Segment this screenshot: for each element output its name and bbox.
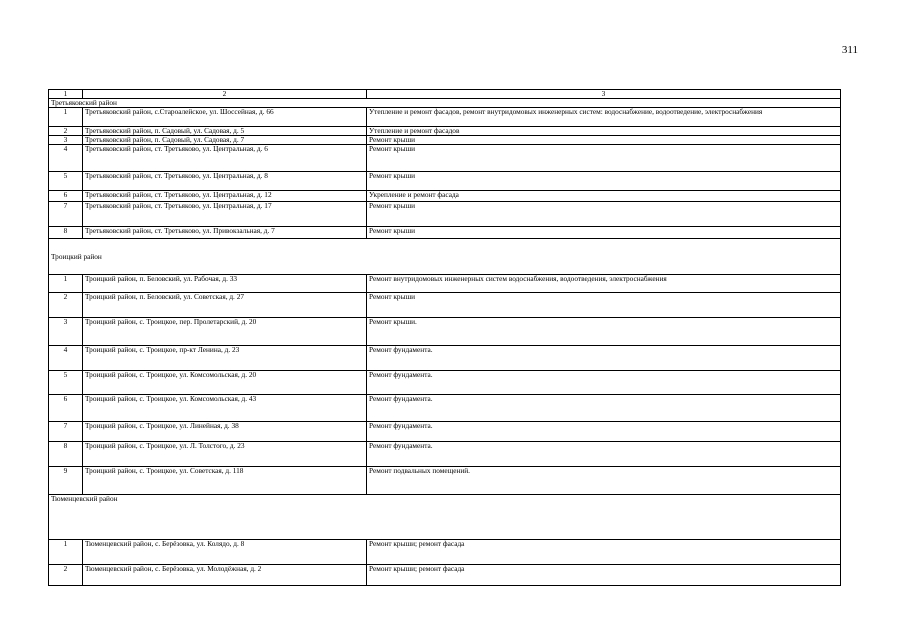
- row-address: Третьяковский район, п. Садовый, ул. Садовая, д. 7: [83, 136, 367, 145]
- row-number: 2: [49, 127, 83, 136]
- table-row: [49, 346, 841, 371]
- table-row: [49, 127, 841, 136]
- row-work: Ремонт крыши; ремонт фасада: [367, 540, 841, 565]
- row-address: Троицкий район, с. Троицкое, ул. Линейная, д. 38: [83, 422, 367, 442]
- row-work: Ремонт фундамента.: [367, 371, 841, 395]
- row-number: 8: [49, 442, 83, 467]
- table-row: [49, 540, 841, 565]
- row-address: Третьяковский район, ст. Третьяково, ул. Центральная, д. 6: [83, 145, 367, 172]
- row-number: 6: [49, 395, 83, 422]
- row-number: 9: [49, 467, 83, 495]
- row-number: 1: [49, 108, 83, 127]
- row-address: Тюменцевский район, с. Берёзовка, ул. Молодёжная, д. 2: [83, 565, 367, 586]
- row-address: Троицкий район, п. Беловский, ул. Советская, д. 27: [83, 293, 367, 318]
- table-row: [49, 202, 841, 227]
- table-row: [49, 422, 841, 442]
- row-address: Троицкий район, с. Троицкое, ул. Комсомольская, д. 43: [83, 395, 367, 422]
- row-work: Ремонт крыши: [367, 202, 841, 227]
- row-address: Троицкий район, с. Троицкое, ул. Советская, д. 118: [83, 467, 367, 495]
- row-number: 7: [49, 202, 83, 227]
- table-row: [49, 172, 841, 191]
- table-row: [49, 108, 841, 127]
- header-col-1: 1: [49, 90, 83, 99]
- table-row: [49, 136, 841, 145]
- row-address: Третьяковский район, ст. Третьяково, ул. Центральная, д. 17: [83, 202, 367, 227]
- row-number: 1: [49, 275, 83, 293]
- row-address: Третьяковский район, с.Староалейское, ул. Шоссейная, д. 66: [83, 108, 367, 127]
- page-number: 311: [841, 44, 858, 56]
- table-row: [49, 227, 841, 239]
- row-number: 2: [49, 565, 83, 586]
- table-row: [49, 145, 841, 172]
- row-address: Третьяковский район, ст. Третьяково, ул. Центральная, д. 8: [83, 172, 367, 191]
- table-row: [49, 395, 841, 422]
- table-row: [49, 467, 841, 495]
- row-work: Ремонт крыши.: [367, 318, 841, 346]
- repair-table: [48, 89, 841, 586]
- row-number: 7: [49, 422, 83, 442]
- header-row: [49, 90, 841, 99]
- table-row: [49, 318, 841, 346]
- row-number: 4: [49, 145, 83, 172]
- row-work: Ремонт фундамента.: [367, 395, 841, 422]
- row-work: Ремонт крыши: [367, 136, 841, 145]
- row-address: Тюменцевский район, с. Берёзовка, ул. Колядо, д. 8: [83, 540, 367, 565]
- table-row: [49, 293, 841, 318]
- row-number: 3: [49, 136, 83, 145]
- row-work: Ремонт крыши: [367, 145, 841, 172]
- table-row: [49, 565, 841, 586]
- row-number: 6: [49, 191, 83, 202]
- row-work: Ремонт фундамента.: [367, 422, 841, 442]
- table-row: [49, 442, 841, 467]
- row-work: Ремонт фундамента.: [367, 442, 841, 467]
- row-work: Ремонт крыши: [367, 293, 841, 318]
- row-work: Ремонт крыши; ремонт фасада: [367, 565, 841, 586]
- section-title: Третьяковский район: [49, 99, 841, 108]
- row-address: Троицкий район, п. Беловский, ул. Рабочая, д. 33: [83, 275, 367, 293]
- table-row: [49, 275, 841, 293]
- row-number: 1: [49, 540, 83, 565]
- row-number: 2: [49, 293, 83, 318]
- section-title: Тюменцевский район: [49, 495, 841, 540]
- section-row: [49, 239, 841, 275]
- row-address: Троицкий район, с. Троицкое, ул. Комсомольская, д. 20: [83, 371, 367, 395]
- section-row: [49, 495, 841, 540]
- row-work: Укрепление и ремонт фасада: [367, 191, 841, 202]
- row-address: Третьяковский район, ст. Третьяково, ул. Привокзальная, д. 7: [83, 227, 367, 239]
- section-row: [49, 99, 841, 108]
- header-col-2: 2: [83, 90, 367, 99]
- row-work: Утепление и ремонт фасадов, ремонт внутридомовых инженерных систем: водоснабжение, водоотведение, электроснабжения: [367, 108, 841, 127]
- row-work: Ремонт крыши: [367, 172, 841, 191]
- table-row: [49, 371, 841, 395]
- row-address: Третьяковский район, п. Садовый, ул. Садовая, д. 5: [83, 127, 367, 136]
- row-address: Троицкий район, с. Троицкое, ул. Л. Толстого, д. 23: [83, 442, 367, 467]
- row-work: Утепление и ремонт фасадов: [367, 127, 841, 136]
- row-work: Ремонт подвальных помещений.: [367, 467, 841, 495]
- row-number: 4: [49, 346, 83, 371]
- row-number: 5: [49, 172, 83, 191]
- table-row: [49, 191, 841, 202]
- row-work: Ремонт крыши: [367, 227, 841, 239]
- row-work: Ремонт фундамента.: [367, 346, 841, 371]
- row-number: 5: [49, 371, 83, 395]
- row-number: 3: [49, 318, 83, 346]
- section-title: Троицкий район: [49, 239, 841, 275]
- header-col-3: 3: [367, 90, 841, 99]
- row-work: Ремонт внутридомовых инженерных систем водоснабжения, водоотведения, электроснабжения: [367, 275, 841, 293]
- row-number: 8: [49, 227, 83, 239]
- row-address: Третьяковский район, ст. Третьяково, ул. Центральная, д. 12: [83, 191, 367, 202]
- row-address: Троицкий район, с. Троицкое, пер. Пролетарский, д. 20: [83, 318, 367, 346]
- row-address: Троицкий район, с. Троицкое, пр-кт Ленина, д. 23: [83, 346, 367, 371]
